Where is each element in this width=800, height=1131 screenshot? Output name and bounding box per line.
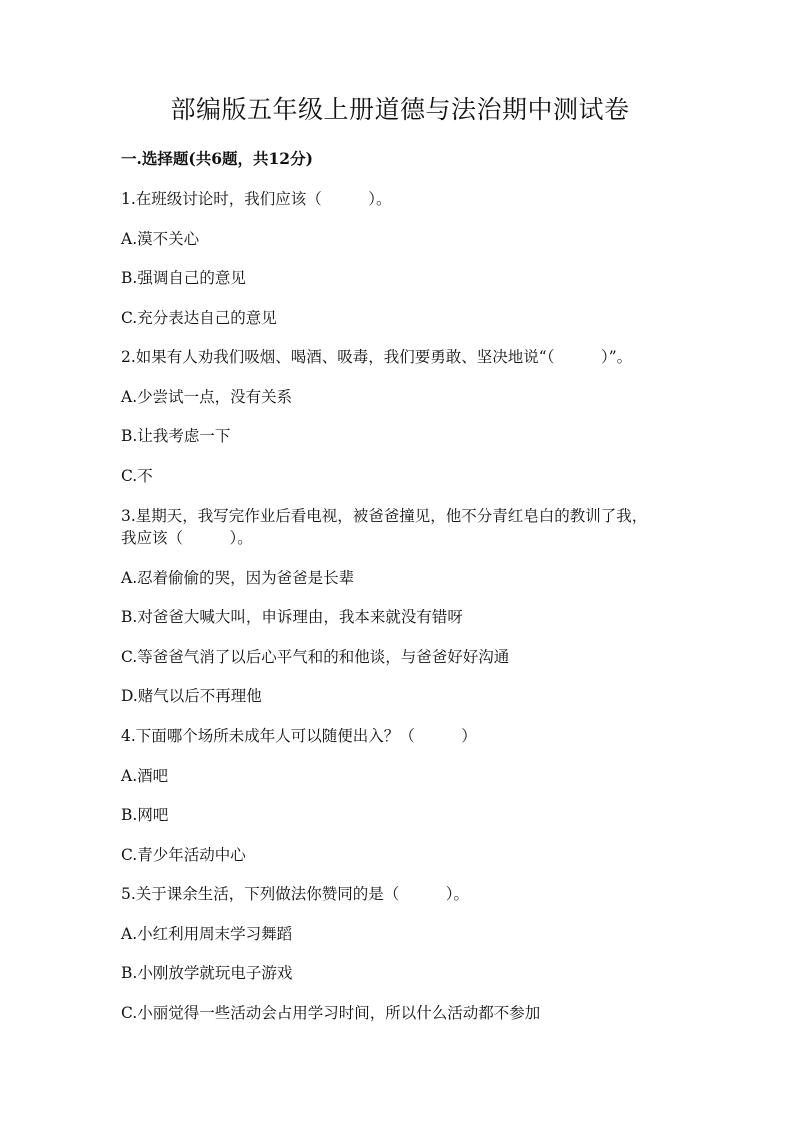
question-3-option-c: C.等爸爸气消了以后心平气和的和他谈，与爸爸好好沟通 bbox=[121, 648, 510, 666]
question-1-stem: 1.在班级讨论时，我们应该（ ）。 bbox=[121, 190, 392, 208]
question-1-option-b: B.强调自己的意见 bbox=[121, 269, 246, 287]
question-1-option-a: A.漠不关心 bbox=[121, 230, 200, 248]
question-3-option-b: B.对爸爸大喊大叫，申诉理由，我本来就没有错呀 bbox=[121, 608, 463, 626]
question-3-option-d: D.赌气以后不再理他 bbox=[121, 687, 262, 705]
question-2-option-a: A.少尝试一点，没有关系 bbox=[121, 388, 293, 406]
question-4-stem: 4.下面哪个场所未成年人可以随便出入？（ ） bbox=[121, 727, 477, 745]
question-4-option-a: A.酒吧 bbox=[121, 767, 169, 785]
question-4-option-b: B.网吧 bbox=[121, 806, 169, 824]
question-2-option-c: C.不 bbox=[121, 467, 153, 485]
page-title: 部编版五年级上册道德与法治期中测试卷 bbox=[170, 95, 630, 124]
question-5-option-a: A.小红利用周末学习舞蹈 bbox=[121, 925, 293, 943]
question-1-option-c: C.充分表达自己的意见 bbox=[121, 309, 277, 327]
question-3-option-a: A.忍着偷偷的哭，因为爸爸是长辈 bbox=[121, 569, 355, 587]
question-5-option-b: B.小刚放学就玩电子游戏 bbox=[121, 964, 293, 982]
question-3-stem-line-2: 我应该（ ）。 bbox=[121, 529, 253, 547]
section-heading: 一.选择题(共6题，共12分) bbox=[121, 149, 313, 168]
question-2-stem: 2.如果有人劝我们吸烟、喝酒、吸毒，我们要勇敢、坚决地说“（ ）”。 bbox=[121, 348, 633, 366]
question-2-option-b: B.让我考虑一下 bbox=[121, 427, 231, 445]
question-5-option-c: C.小丽觉得一些活动会占用学习时间，所以什么活动都不参加 bbox=[121, 1004, 541, 1022]
question-3-stem-line-1: 3.星期天，我写完作业后看电视，被爸爸撞见，他不分青红皂白的教训了我， bbox=[121, 507, 648, 525]
question-4-option-c: C.青少年活动中心 bbox=[121, 846, 246, 864]
question-5-stem: 5.关于课余生活，下列做法你赞同的是（ ）。 bbox=[121, 885, 470, 903]
